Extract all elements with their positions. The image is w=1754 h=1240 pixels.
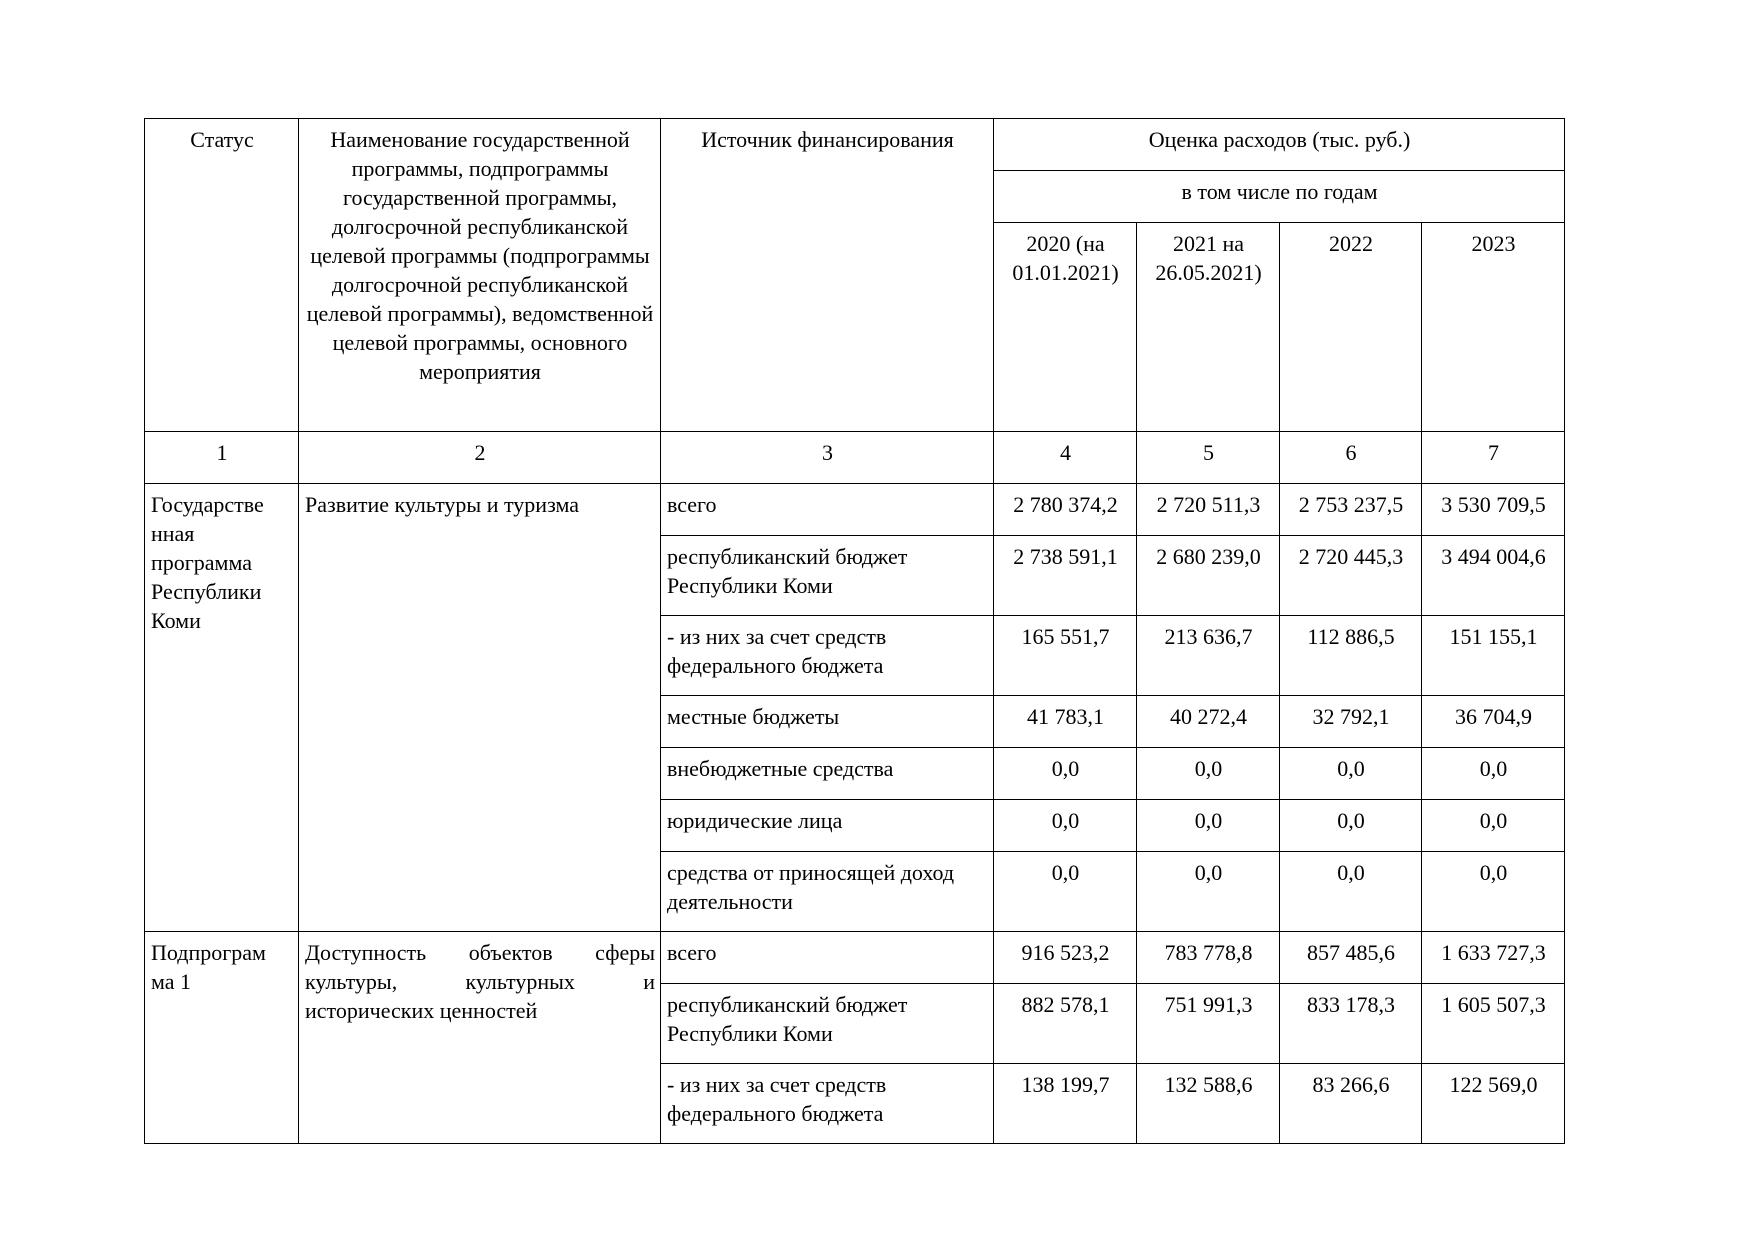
value-cell: 3 530 709,5 — [1422, 484, 1565, 536]
value-cell: 132 588,6 — [1137, 1064, 1280, 1144]
header-status: Статус — [145, 119, 299, 432]
column-number: 6 — [1280, 432, 1422, 484]
column-number: 5 — [1137, 432, 1280, 484]
value-cell: 2 680 239,0 — [1137, 536, 1280, 616]
value-cell: 0,0 — [994, 852, 1137, 932]
funding-source: всего — [661, 932, 994, 984]
value-cell: 0,0 — [1280, 852, 1422, 932]
value-cell: 0,0 — [1422, 800, 1565, 852]
value-cell: 833 178,3 — [1280, 984, 1422, 1064]
column-number: 1 — [145, 432, 299, 484]
budget-table — [144, 118, 1565, 1144]
header-year: 2023 — [1422, 223, 1565, 432]
funding-source: местные бюджеты — [661, 696, 994, 748]
funding-source: - из них за счет средств федерального бюджета — [661, 616, 994, 696]
value-cell: 213 636,7 — [1137, 616, 1280, 696]
column-numbers-row — [145, 432, 1565, 484]
header-year: 2020 (на 01.01.2021) — [994, 223, 1137, 432]
section-program-name: Развитие культуры и туризма — [299, 484, 661, 932]
value-cell: 2 753 237,5 — [1280, 484, 1422, 536]
funding-source: всего — [661, 484, 994, 536]
value-cell: 2 738 591,1 — [994, 536, 1137, 616]
column-number: 4 — [994, 432, 1137, 484]
value-cell: 0,0 — [1137, 852, 1280, 932]
value-cell: 0,0 — [1280, 800, 1422, 852]
value-cell: 0,0 — [1422, 852, 1565, 932]
value-cell: 751 991,3 — [1137, 984, 1280, 1064]
section-program-name: Доступность объектов сферы культуры, культурных и исторических ценностей — [299, 932, 661, 1144]
value-cell: 0,0 — [1137, 748, 1280, 800]
header-year: 2022 — [1280, 223, 1422, 432]
value-cell: 165 551,7 — [994, 616, 1137, 696]
value-cell: 1 605 507,3 — [1422, 984, 1565, 1064]
value-cell: 857 485,6 — [1280, 932, 1422, 984]
header-row — [145, 119, 1565, 171]
funding-source: республиканский бюджет Республики Коми — [661, 984, 994, 1064]
table-row — [145, 484, 1565, 536]
value-cell: 0,0 — [994, 748, 1137, 800]
column-number: 3 — [661, 432, 994, 484]
value-cell: 0,0 — [1137, 800, 1280, 852]
value-cell: 36 704,9 — [1422, 696, 1565, 748]
value-cell: 2 720 445,3 — [1280, 536, 1422, 616]
value-cell: 112 886,5 — [1280, 616, 1422, 696]
header-by-years: в том числе по годам — [994, 171, 1565, 223]
funding-source: внебюджетные средства — [661, 748, 994, 800]
value-cell: 83 266,6 — [1280, 1064, 1422, 1144]
header-program-name: Наименование государственной программы, подпрограммы государственной программы, долгосрочной республиканской целевой программы (подпрограммы долгосрочной республиканской целевой программы), ведомственной целевой программы, основного мероприятия — [299, 119, 661, 432]
value-cell: 1 633 727,3 — [1422, 932, 1565, 984]
value-cell: 40 272,4 — [1137, 696, 1280, 748]
funding-source: средства от приносящей доход деятельности — [661, 852, 994, 932]
value-cell: 3 494 004,6 — [1422, 536, 1565, 616]
value-cell: 0,0 — [994, 800, 1137, 852]
funding-source: республиканский бюджет Республики Коми — [661, 536, 994, 616]
section-status: Подпрограм ма 1 — [145, 932, 299, 1144]
column-number: 2 — [299, 432, 661, 484]
table-row — [145, 932, 1565, 984]
column-number: 7 — [1422, 432, 1565, 484]
section-status: Государстве нная программа Республики Коми — [145, 484, 299, 932]
header-expense-estimate: Оценка расходов (тыс. руб.) — [994, 119, 1565, 171]
value-cell: 882 578,1 — [994, 984, 1137, 1064]
value-cell: 122 569,0 — [1422, 1064, 1565, 1144]
value-cell: 0,0 — [1422, 748, 1565, 800]
value-cell: 138 199,7 — [994, 1064, 1137, 1144]
value-cell: 0,0 — [1280, 748, 1422, 800]
value-cell: 2 720 511,3 — [1137, 484, 1280, 536]
value-cell: 916 523,2 — [994, 932, 1137, 984]
funding-source: юридические лица — [661, 800, 994, 852]
value-cell: 32 792,1 — [1280, 696, 1422, 748]
value-cell: 151 155,1 — [1422, 616, 1565, 696]
value-cell: 2 780 374,2 — [994, 484, 1137, 536]
value-cell: 41 783,1 — [994, 696, 1137, 748]
funding-source: - из них за счет средств федерального бюджета — [661, 1064, 994, 1144]
header-year: 2021 на 26.05.2021) — [1137, 223, 1280, 432]
header-funding-source: Источник финансирования — [661, 119, 994, 432]
value-cell: 783 778,8 — [1137, 932, 1280, 984]
